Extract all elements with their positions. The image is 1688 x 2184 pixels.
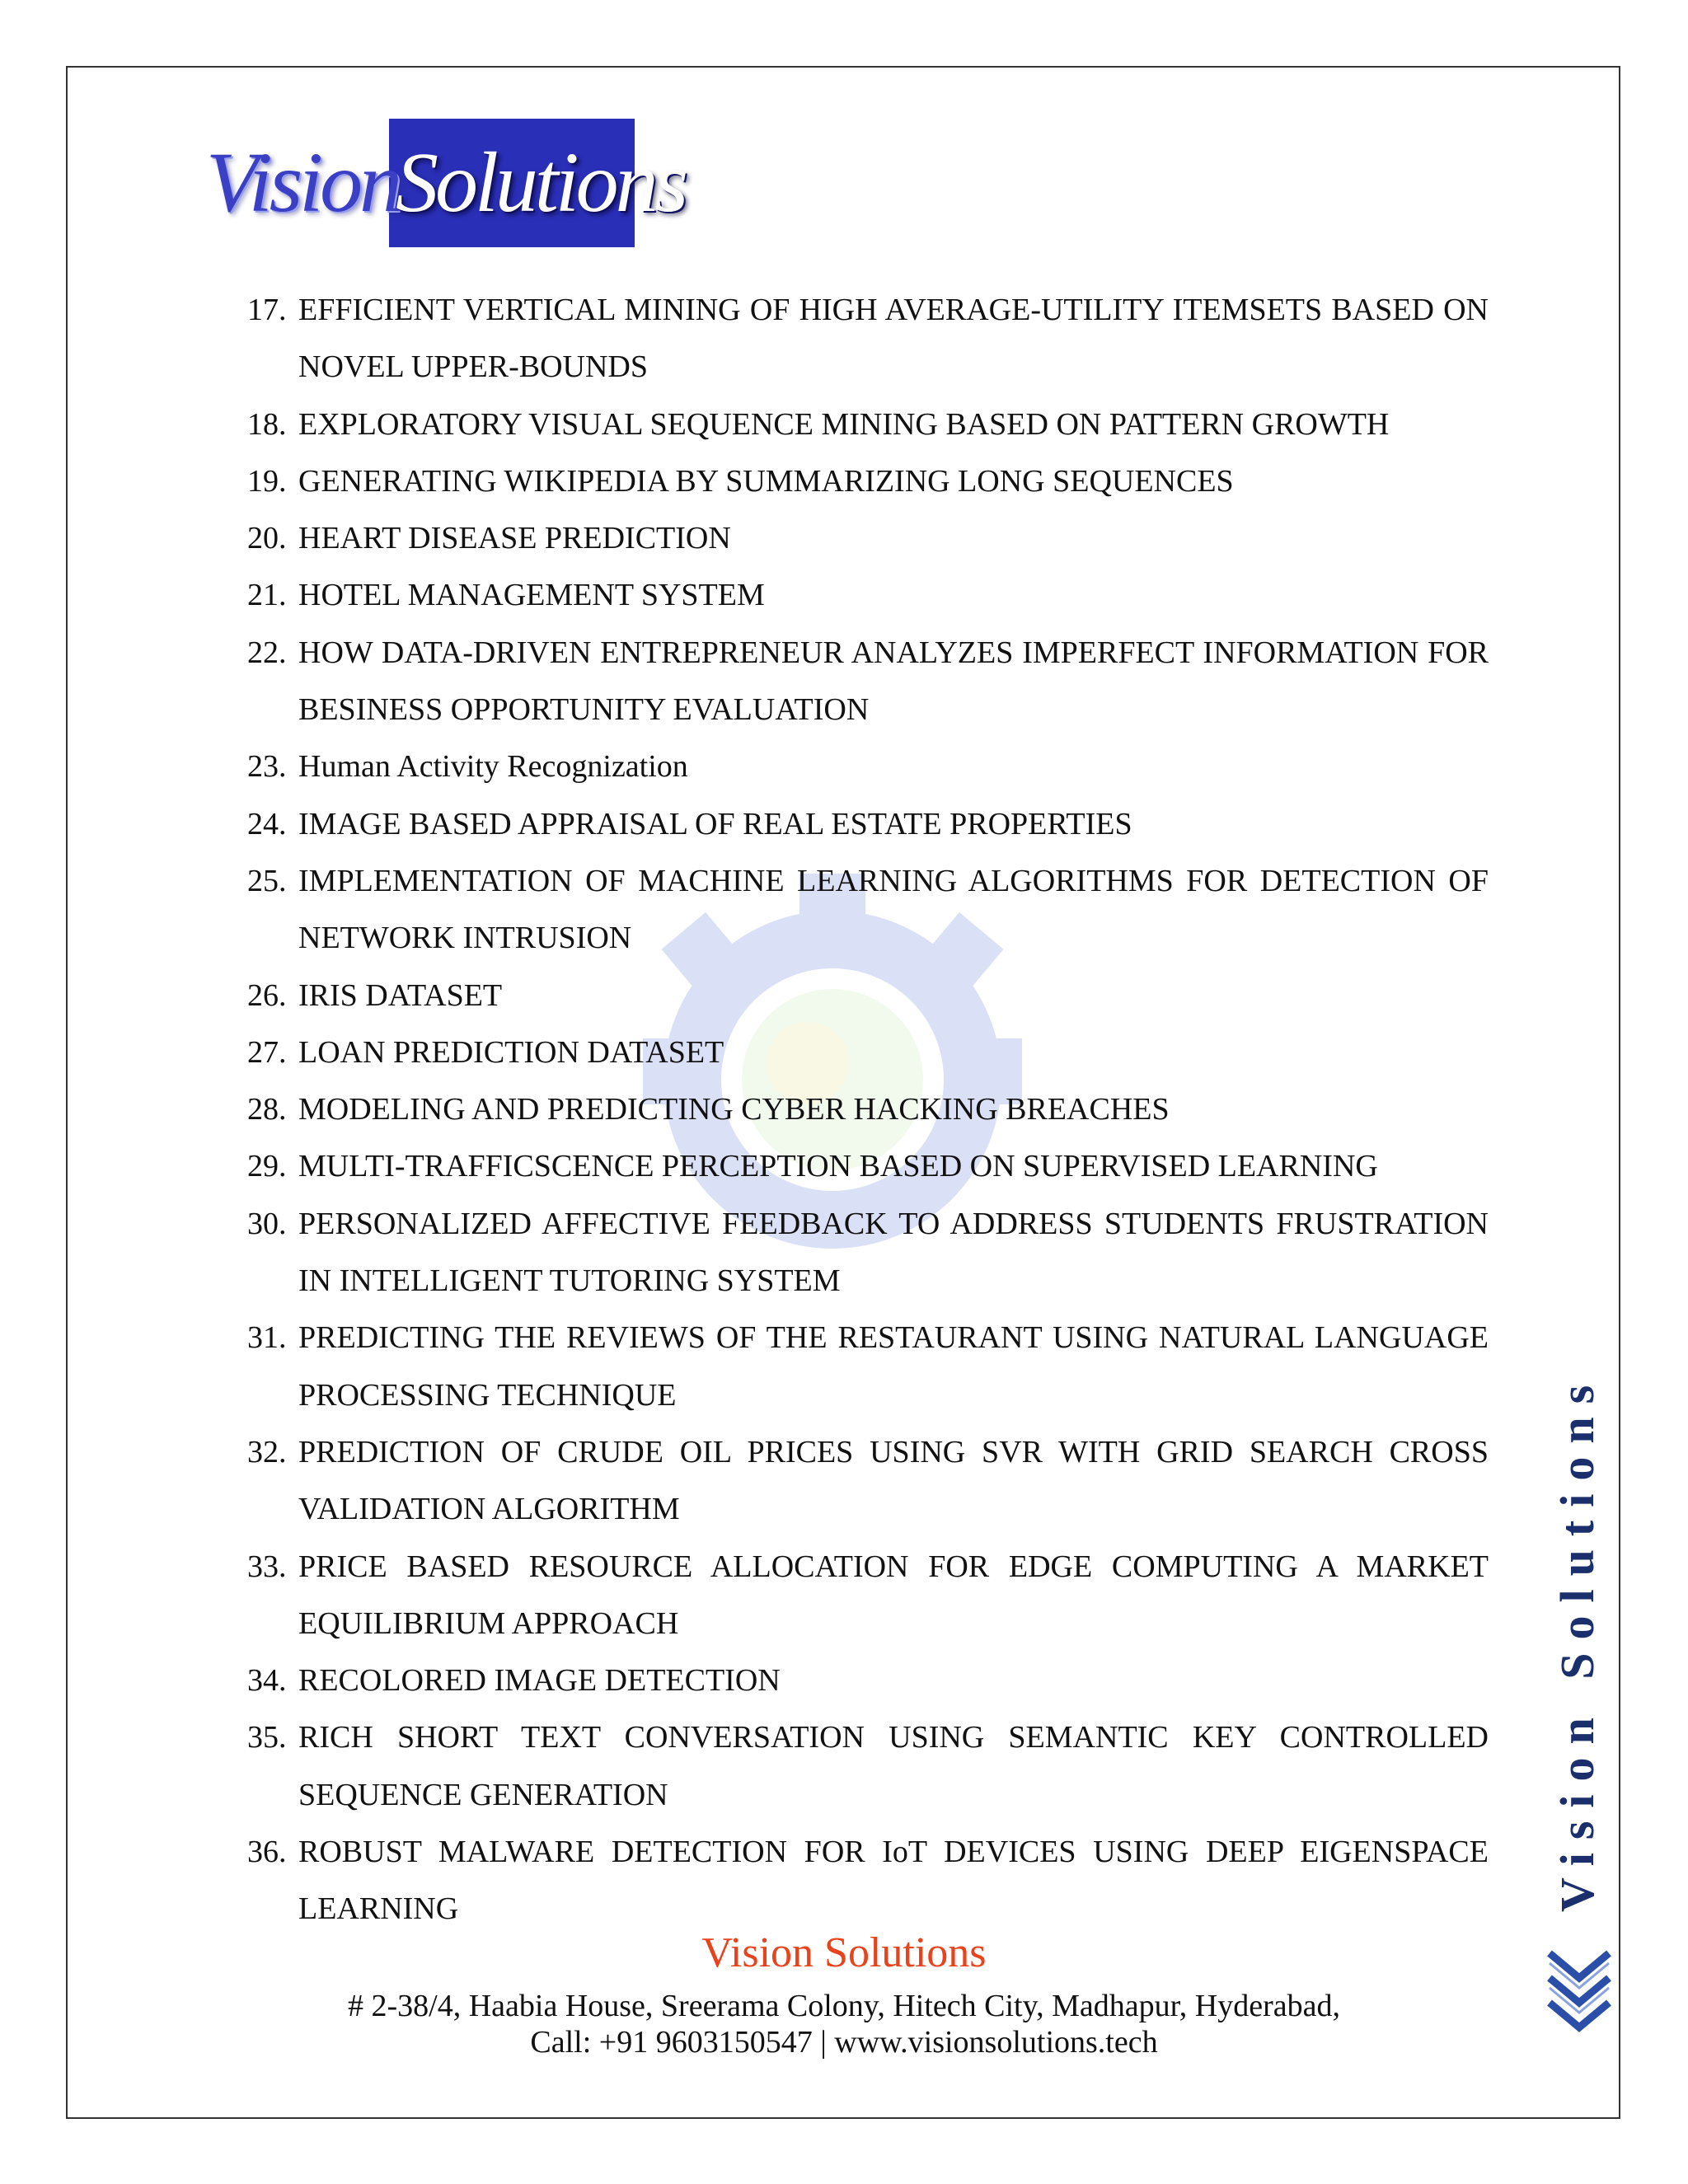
item-number: 22.	[247, 635, 287, 670]
list-item	[247, 1138, 1489, 1195]
logo-word-vision: Vision	[206, 135, 400, 230]
item-title: LOAN PREDICTION DATASET	[298, 1034, 724, 1070]
item-title: ROBUST MALWARE DETECTION FOR IoT DEVICES USING DEEP EIGENSPACE LEARNING	[298, 1835, 1489, 1927]
list-item	[247, 1024, 1489, 1081]
footer-contact: Call: +91 9603150547 | www.visionsolutions.tech	[530, 2025, 1158, 2060]
list-item	[247, 1709, 1489, 1824]
list-item	[247, 282, 1489, 396]
item-number: 34.	[247, 1663, 287, 1699]
item-number: 36.	[247, 1835, 287, 1870]
list-item	[247, 738, 1489, 795]
item-title: HEART DISEASE PREDICTION	[298, 521, 731, 556]
list-item	[247, 853, 1489, 968]
list-item	[247, 1652, 1489, 1709]
list-item	[247, 968, 1489, 1024]
item-title: RICH SHORT TEXT CONVERSATION USING SEMANTIC KEY CONTROLLED SEQUENCE GENERATION	[298, 1720, 1489, 1812]
item-title: HOTEL MANAGEMENT SYSTEM	[298, 578, 765, 613]
item-number: 35.	[247, 1720, 287, 1755]
side-brand: Vision Solutions	[1550, 1371, 1604, 1912]
item-number: 17.	[247, 293, 287, 327]
item-number: 31.	[247, 1320, 287, 1356]
item-number: 25.	[247, 863, 287, 898]
footer-contact-block	[0, 1988, 1688, 2060]
item-title: PRICE BASED RESOURCE ALLOCATION FOR EDGE COMPUTING A MARKET EQUILIBRIUM APPROACH	[298, 1549, 1489, 1641]
item-title: RECOLORED IMAGE DETECTION	[298, 1663, 781, 1699]
item-number: 27.	[247, 1034, 287, 1070]
footer-brand: Vision Solutions	[701, 1929, 987, 1976]
list-item	[247, 796, 1489, 853]
list-item	[247, 453, 1489, 510]
footer-address: # 2-38/4, Haabia House, Sreerama Colony, Hitech City, Madhapur, Hyderabad,	[348, 1989, 1340, 2023]
logo-word-solutions: Solutions	[396, 135, 686, 230]
item-number: 24.	[247, 806, 287, 841]
item-title: IMAGE BASED APPRAISAL OF REAL ESTATE PROPERTIES	[298, 806, 1132, 841]
chevron-double-down-icon	[1545, 1945, 1614, 2044]
list-item	[247, 567, 1489, 624]
item-number: 20.	[247, 521, 287, 556]
item-title: IRIS DATASET	[298, 977, 503, 1013]
item-number: 23.	[247, 749, 287, 785]
list-item	[247, 1081, 1489, 1138]
list-item	[247, 396, 1489, 453]
list-item	[247, 510, 1489, 567]
item-number: 32.	[247, 1434, 287, 1469]
list-item	[247, 1824, 1489, 1938]
item-title: MULTI-TRAFFICSCENCE PERCEPTION BASED ON SUPERVISED LEARNING	[298, 1149, 1378, 1184]
item-title: HOW DATA-DRIVEN ENTREPRENEUR ANALYZES IMPERFECT INFORMATION FOR BESINESS OPPORTUNITY EVALUATION	[298, 635, 1489, 728]
item-number: 29.	[247, 1149, 287, 1184]
item-title: GENERATING WIKIPEDIA BY SUMMARIZING LONG SEQUENCES	[298, 463, 1234, 499]
item-number: 28.	[247, 1092, 287, 1127]
item-number: 33.	[247, 1549, 287, 1584]
item-title: PREDICTING THE REVIEWS OF THE RESTAURANT USING NATURAL LANGUAGE PROCESSING TECHNIQUE	[298, 1320, 1489, 1413]
item-title: Human Activity Recognization	[298, 749, 688, 785]
item-number: 26.	[247, 977, 287, 1013]
item-title: PERSONALIZED AFFECTIVE FEEDBACK TO ADDRESS STUDENTS FRUSTRATION IN INTELLIGENT TUTORING SYSTEM	[298, 1206, 1489, 1299]
project-list	[247, 282, 1489, 1938]
item-title: EXPLORATORY VISUAL SEQUENCE MINING BASED ON PATTERN GROWTH	[298, 406, 1390, 442]
list-item	[247, 1310, 1489, 1424]
item-number: 18.	[247, 406, 287, 442]
list-item	[247, 625, 1489, 739]
list-item	[247, 1196, 1489, 1310]
item-title: PREDICTION OF CRUDE OIL PRICES USING SVR WITH GRID SEARCH CROSS VALIDATION ALGORITHM	[298, 1434, 1489, 1527]
item-title: IMPLEMENTATION OF MACHINE LEARNING ALGORITHMS FOR DETECTION OF NETWORK INTRUSION	[298, 863, 1489, 956]
item-number: 19.	[247, 463, 287, 499]
vision-solutions-logo	[198, 119, 686, 247]
list-item	[247, 1539, 1489, 1653]
item-number: 21.	[247, 578, 287, 613]
item-number: 30.	[247, 1206, 287, 1241]
item-title: MODELING AND PREDICTING CYBER HACKING BREACHES	[298, 1092, 1170, 1127]
item-title: EFFICIENT VERTICAL MINING OF HIGH AVERAGE-UTILITY ITEMSETS BASED ON NOVEL UPPER-BOUNDS	[298, 293, 1489, 385]
list-item	[247, 1424, 1489, 1539]
